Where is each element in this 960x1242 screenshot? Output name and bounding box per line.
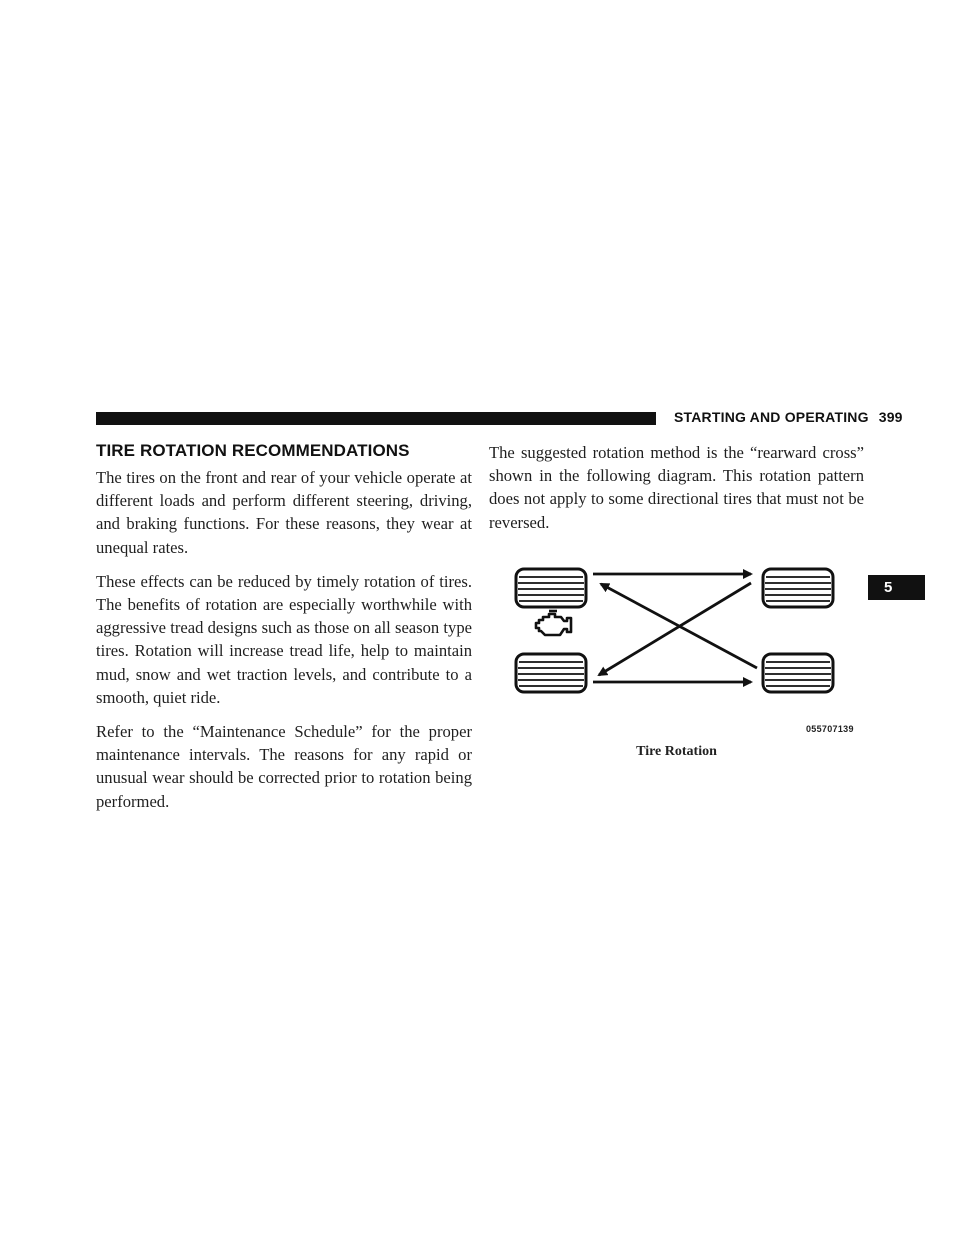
tire-icon [516,654,586,692]
tire-rotation-figure [489,528,869,743]
tire-rotation-diagram [489,528,869,743]
figure-caption: Tire Rotation [636,744,717,759]
engine-icon [536,611,571,635]
running-header [674,409,903,425]
paragraph: Refer to the “Maintenance Schedule” for the proper maintenance intervals. The reasons for any rapid or unusual wear should be corrected prior to rotation being performed. [96,722,472,811]
paragraph: These effects can be reduced by timely rotation of tires. The benefits of rotation are especially worthwhile with aggressive tread designs such as those on all season type tires. Rotation will increase tread life, help to maintain mud, snow and wet traction levels, and contribute to a smooth, quiet ride. [96,571,472,707]
paragraph: The suggested rotation method is the “rearward cross” shown in the following diagram. This rotation pattern does not apply to some directional tires that must not be reversed. [489,443,864,532]
header-section: STARTING AND OPERATING [674,409,869,425]
figure-code: 055707139 [806,724,854,734]
page-number: 399 [878,409,903,425]
header-rule [96,412,656,425]
tire-icon [516,569,586,607]
section-title: TIRE ROTATION RECOMMENDATIONS [96,441,410,460]
arrow-icon [593,574,757,682]
chapter-tab: 5 [868,575,925,600]
paragraph: The tires on the front and rear of your vehicle operate at different loads and perform different steering, driving, and braking functions. For these reasons, they wear at unequal rates. [96,468,472,557]
tire-icon [763,654,833,692]
left-column [96,466,472,824]
tire-icon [763,569,833,607]
